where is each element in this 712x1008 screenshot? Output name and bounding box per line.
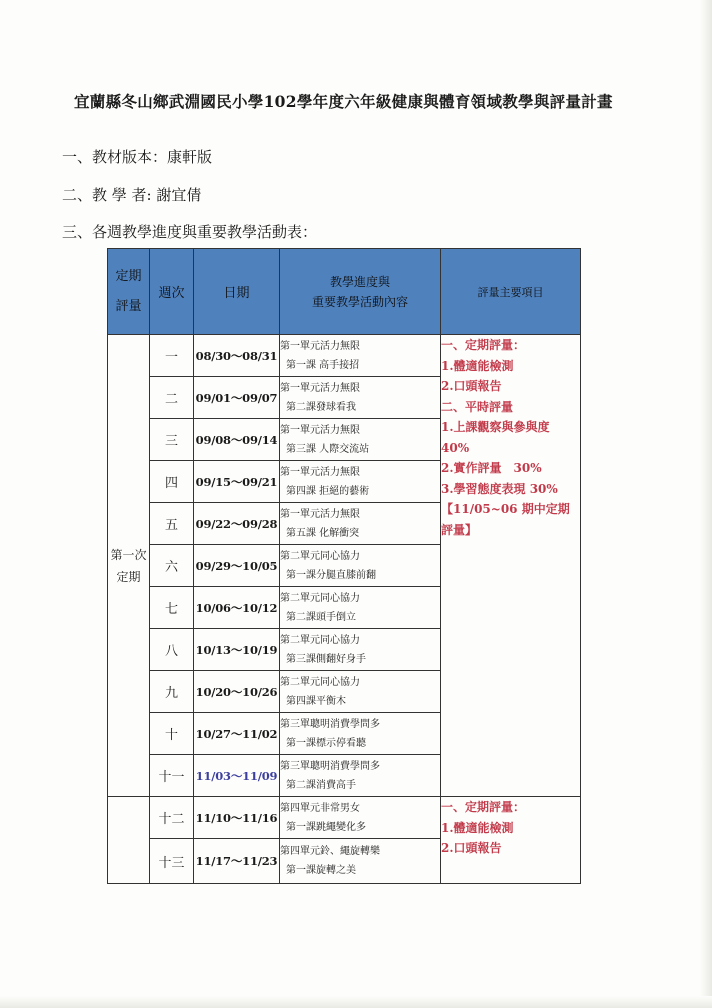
header-date: 日期 <box>194 249 280 335</box>
eval-note-midterm-date: 【11/05~06 期中定期評量】 <box>441 502 570 537</box>
date-cell: 09/22～09/28 <box>194 503 280 545</box>
unit-text: 第四單元鈴、繩旋轉樂 <box>280 846 380 857</box>
progress-cell <box>280 713 441 755</box>
date-cell: 10/20～10/26 <box>194 671 280 713</box>
lesson-text: 第四課平衡木 <box>286 695 346 707</box>
unit-text: 第一單元活力無限 <box>280 424 360 436</box>
date-cell: 08/30～08/31 <box>194 335 280 377</box>
eval-line: 2.實作評量 30% <box>441 461 542 475</box>
eval-line: 1.上課觀察與參與度 <box>441 420 550 434</box>
week-cell: 六 <box>150 545 194 587</box>
document-title: 宜蘭縣冬山鄉武淵國民小學102學年度六年級健康與體育領域教學與評量計畫 <box>74 92 613 111</box>
date-cell: 09/08～09/14 <box>194 419 280 461</box>
unit-text: 第一單元活力無限 <box>280 508 360 520</box>
progress-cell <box>280 797 441 839</box>
progress-cell <box>280 839 441 884</box>
section-schedule-heading: 三、各週教學進度與重要教學活動表： <box>62 223 318 241</box>
unit-text: 第二單元同心協力 <box>280 676 360 688</box>
unit-text: 第一單元活力無限 <box>280 382 360 394</box>
unit-text: 第二單元同心協力 <box>280 550 360 562</box>
lesson-text: 第三課側翻好身手 <box>286 653 366 665</box>
lesson-text: 第五課 化解衝突 <box>286 527 360 539</box>
week-cell: 九 <box>150 671 194 713</box>
eval-line: 2.口頭報告 <box>441 841 502 855</box>
page-edge-shadow <box>700 0 712 1008</box>
eval-line: 1.體適能檢測 <box>441 358 514 373</box>
header-progress-line2: 重要教學活動內容 <box>311 294 408 309</box>
eval-line: 1.體適能檢測 <box>441 820 514 835</box>
table-header-row <box>108 249 581 335</box>
week-cell: 十一 <box>150 755 194 797</box>
section-teacher: 二、教 學 者: 謝宜倩 <box>62 186 202 204</box>
progress-cell <box>280 587 441 629</box>
date-cell: 09/15～09/21 <box>194 461 280 503</box>
week-cell: 二 <box>150 377 194 419</box>
header-evaluation: 評量主要項目 <box>441 249 581 335</box>
lesson-text: 第二課頭手倒立 <box>286 611 356 623</box>
lesson-text: 第一課標示停看聽 <box>286 737 366 749</box>
table-row <box>108 797 581 839</box>
evaluation-cell-second <box>441 797 581 884</box>
header-progress-line1: 教學進度與 <box>329 274 390 289</box>
lesson-text: 第三課 人際交流站 <box>286 443 370 455</box>
week-cell: 七 <box>150 587 194 629</box>
eval-line: 一、定期評量： <box>441 338 526 352</box>
term-cell-first <box>108 335 150 797</box>
table-row <box>108 335 581 377</box>
lesson-text: 第一課分腿直膝前翻 <box>286 569 376 581</box>
date-cell-highlighted: 11/03～11/09 <box>194 755 280 797</box>
lesson-text: 第一課跳繩變化多 <box>286 821 366 833</box>
schedule-table <box>107 248 581 884</box>
progress-cell <box>280 671 441 713</box>
header-term-line1: 定期 <box>115 268 142 284</box>
term-cell-second <box>108 797 150 884</box>
header-term <box>108 249 150 335</box>
lesson-text: 第二課發球看我 <box>286 401 356 413</box>
eval-line: 二、平時評量 <box>441 399 514 414</box>
header-term-line2: 評量 <box>115 298 142 314</box>
lesson-text: 第一課旋轉之美 <box>286 865 356 876</box>
eval-line: 3.學習態度表現 30% <box>441 481 558 496</box>
progress-cell <box>280 335 441 377</box>
date-cell: 09/29～10/05 <box>194 545 280 587</box>
eval-line: 2.口頭報告 <box>441 379 502 393</box>
header-week: 週次 <box>150 249 194 335</box>
eval-line: 一、定期評量： <box>441 800 526 814</box>
progress-cell <box>280 461 441 503</box>
unit-text: 第三單聰明消費學問多 <box>280 760 380 772</box>
date-cell: 10/13～10/19 <box>194 629 280 671</box>
week-cell: 八 <box>150 629 194 671</box>
week-cell: 五 <box>150 503 194 545</box>
date-cell: 10/06～10/12 <box>194 587 280 629</box>
unit-text: 第三單聰明消費學問多 <box>280 718 380 730</box>
header-progress <box>280 249 441 335</box>
unit-text: 第四單元非常男女 <box>280 802 360 814</box>
date-cell: 11/10～11/16 <box>194 797 280 839</box>
progress-cell <box>280 503 441 545</box>
date-cell: 11/17～11/23 <box>194 839 280 884</box>
progress-cell <box>280 629 441 671</box>
unit-text: 第二單元同心協力 <box>280 634 360 646</box>
date-cell: 10/27～11/02 <box>194 713 280 755</box>
lesson-text: 第二課消費高手 <box>286 779 356 791</box>
unit-text: 第二單元同心協力 <box>280 592 360 604</box>
progress-cell <box>280 755 441 797</box>
week-cell: 十 <box>150 713 194 755</box>
week-cell: 一 <box>150 335 194 377</box>
week-cell: 三 <box>150 419 194 461</box>
evaluation-cell-first <box>441 335 581 797</box>
week-cell: 四 <box>150 461 194 503</box>
term-label-line2: 定期 <box>116 569 141 584</box>
week-cell: 十二 <box>150 797 194 839</box>
term-label-line1: 第一次 <box>110 547 147 562</box>
week-cell: 十三 <box>150 839 194 884</box>
lesson-text: 第四課 拒絕的藝術 <box>286 485 370 497</box>
progress-cell <box>280 545 441 587</box>
unit-text: 第一單元活力無限 <box>280 340 360 352</box>
page-edge-shadow-bottom <box>0 996 712 1008</box>
section-textbook-version: 一、教材版本：康軒版 <box>62 148 213 166</box>
eval-line: 40% <box>441 440 470 455</box>
date-cell: 09/01～09/07 <box>194 377 280 419</box>
progress-cell <box>280 419 441 461</box>
lesson-text: 第一課 高手接招 <box>286 359 360 371</box>
progress-cell <box>280 377 441 419</box>
unit-text: 第一單元活力無限 <box>280 466 360 478</box>
